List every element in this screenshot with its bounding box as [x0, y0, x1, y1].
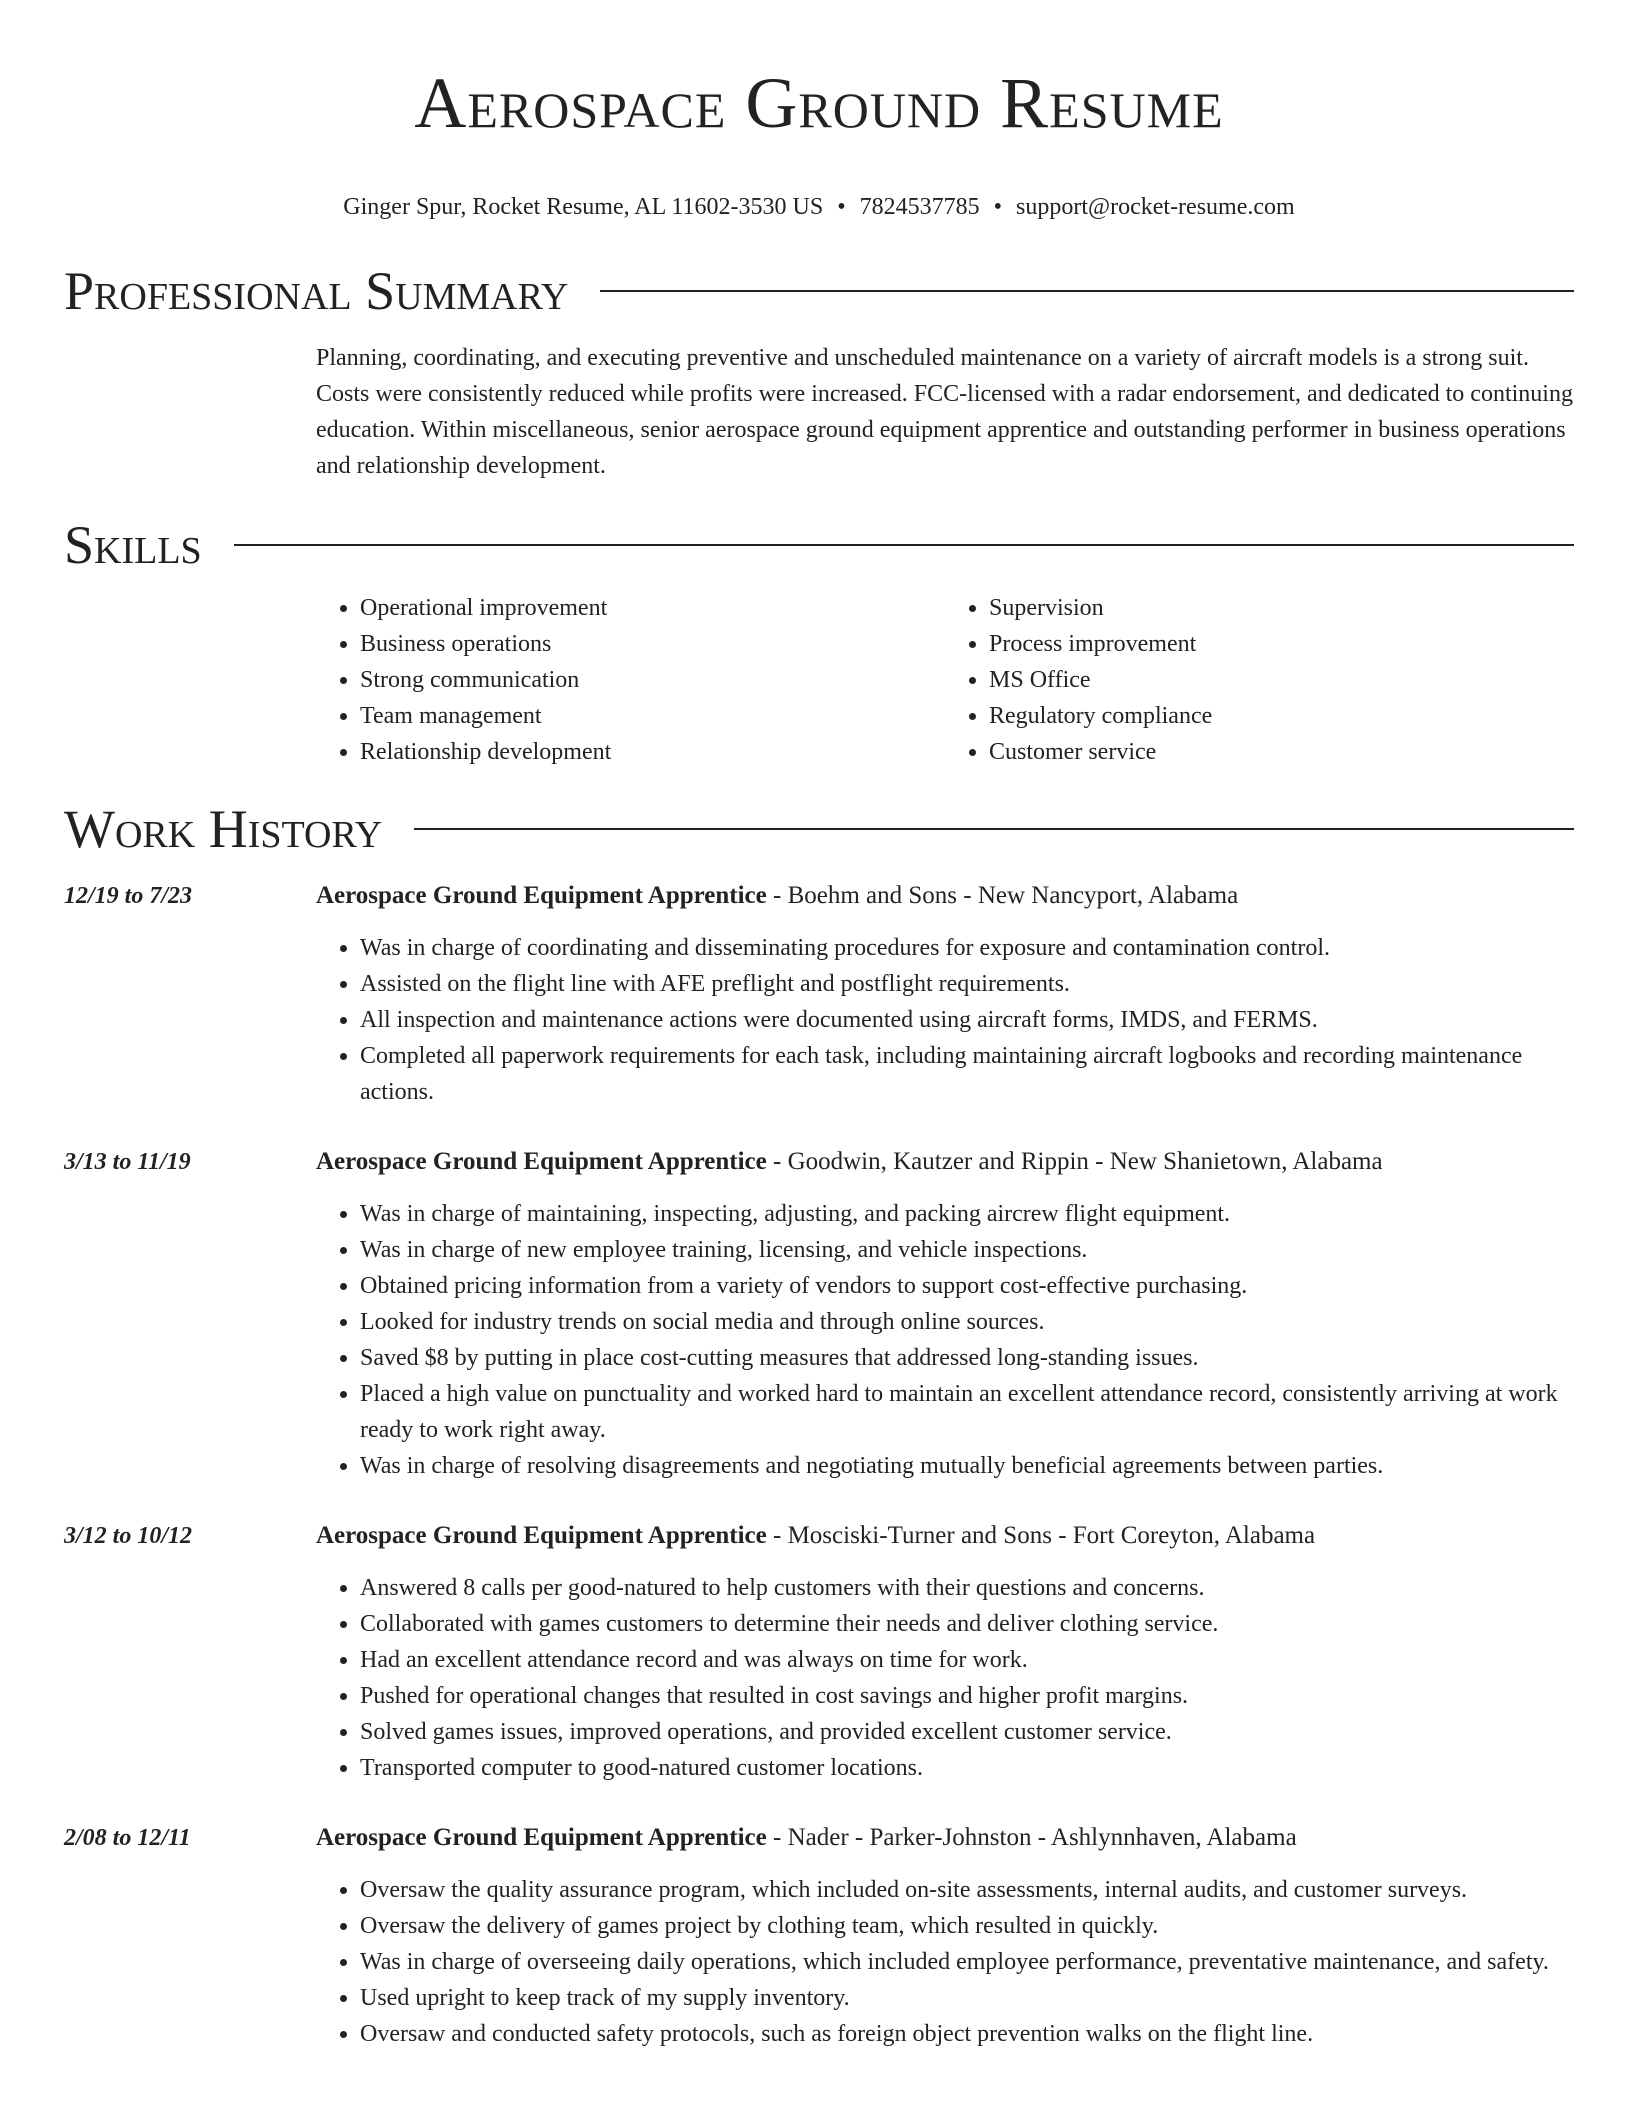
job-employer: - Mosciski-Turner and Sons - Fort Coreyton, Alabama [766, 1522, 1316, 1549]
section-title-work-history: Work History [64, 799, 383, 859]
job-dates: 3/13 to 11/19 [64, 1149, 191, 1175]
job-employer: - Boehm and Sons - New Nancyport, Alabama [766, 882, 1239, 909]
skill-item: • Supervision [989, 590, 1574, 626]
skill-item: • Strong communication [360, 662, 945, 698]
job-bullet: • Oversaw and conducted safety protocols, such as foreign object prevention walks on the flight line. [360, 2016, 1574, 2052]
job-bullet: • Completed all paperwork requirements for each task, including maintaining aircraft logbooks and recording maintenance actions. [360, 1038, 1574, 1110]
job-header [64, 1820, 1574, 1856]
job-title-line [316, 878, 1238, 914]
skill-item: • Customer service [989, 734, 1574, 770]
section-title-skills: Skills [64, 515, 202, 575]
job-header [64, 1518, 1574, 1554]
job-entry [64, 1144, 1574, 1484]
separator: • [993, 194, 1002, 220]
job-header [64, 1144, 1574, 1180]
skill-item: • Operational improvement [360, 590, 945, 626]
job-bullet: • Was in charge of overseeing daily operations, which included employee performance, preventative maintenance, and safety. [360, 1944, 1574, 1980]
job-entry [64, 1820, 1574, 2052]
job-dates: 2/08 to 12/11 [64, 1825, 191, 1851]
skill-item: • Team management [360, 698, 945, 734]
job-bullet: • Pushed for operational changes that resulted in cost savings and higher profit margins. [360, 1678, 1574, 1714]
job-bullet: • Saved $8 by putting in place cost-cutting measures that addressed long-standing issues. [360, 1340, 1574, 1376]
job-bullet: • Was in charge of new employee training, licensing, and vehicle inspections. [360, 1232, 1574, 1268]
skills-list [316, 590, 1574, 770]
job-bullet: • Looked for industry trends on social media and through online sources. [360, 1304, 1574, 1340]
job-title-line [316, 1518, 1315, 1554]
job-bullets [316, 1872, 1574, 2052]
job-dates: 12/19 to 7/23 [64, 883, 193, 909]
job-employer: - Nader - Parker-Johnston - Ashlynnhaven, Alabama [766, 1824, 1297, 1851]
job-bullet: • Oversaw the delivery of games project by clothing team, which resulted in quickly. [360, 1908, 1574, 1944]
resume-title: Aerospace Ground Resume [414, 63, 1224, 143]
job-bullets [316, 1196, 1574, 1484]
job-bullet: • Oversaw the quality assurance program, which included on-site assessments, internal audits, and customer surveys. [360, 1872, 1574, 1908]
job-entry [64, 878, 1574, 1110]
job-bullet: • Answered 8 calls per good-natured to help customers with their questions and concerns. [360, 1570, 1574, 1606]
job-bullet: • Collaborated with games customers to determine their needs and deliver clothing service. [360, 1606, 1574, 1642]
job-bullet: • Was in charge of resolving disagreements and negotiating mutually beneficial agreements between parties. [360, 1448, 1574, 1484]
address: Ginger Spur, Rocket Resume, AL 11602-3530 US [343, 194, 824, 220]
summary-text: Planning, coordinating, and executing preventive and unscheduled maintenance on a variety of aircraft models is a strong suit. Costs were consistently reduced while profits were increased. FCC-licensed with a radar endorsement, and dedicated to continuing education. Within miscellaneous, senior aerospace ground equipment apprentice and outstanding performer in business operations and relationship development. [316, 345, 1573, 479]
skills-section-header [64, 514, 1574, 576]
section-divider [414, 828, 1574, 830]
job-bullet: • Had an excellent attendance record and was always on time for work. [360, 1642, 1574, 1678]
section-divider [600, 290, 1574, 292]
job-bullet: • Obtained pricing information from a variety of vendors to support cost-effective purchasing. [360, 1268, 1574, 1304]
contact-line [64, 192, 1574, 222]
job-entry [64, 1518, 1574, 1786]
summary-section-header [64, 260, 1574, 322]
skill-item: • Business operations [360, 626, 945, 662]
job-bullet: • Used upright to keep track of my supply inventory. [360, 1980, 1574, 2016]
job-bullet: • All inspection and maintenance actions were documented using aircraft forms, IMDS, and FERMS. [360, 1002, 1574, 1038]
job-bullet: • Was in charge of coordinating and disseminating procedures for exposure and contamination control. [360, 930, 1574, 966]
section-title-summary: Professional Summary [64, 261, 569, 321]
resume-page [64, 0, 1574, 2052]
email: support@rocket-resume.com [1016, 194, 1295, 220]
job-bullets [316, 1570, 1574, 1786]
job-header [64, 878, 1574, 914]
job-bullet: • Transported computer to good-natured customer locations. [360, 1750, 1574, 1786]
job-bullets [316, 930, 1574, 1110]
job-title-line [316, 1144, 1383, 1180]
job-title: Aerospace Ground Equipment Apprentice [316, 1522, 767, 1549]
skill-item: • MS Office [989, 662, 1574, 698]
job-title: Aerospace Ground Equipment Apprentice [316, 882, 767, 909]
work-section-header [64, 798, 1574, 860]
job-bullet: • Was in charge of maintaining, inspecting, adjusting, and packing aircrew flight equipment. [360, 1196, 1574, 1232]
job-title: Aerospace Ground Equipment Apprentice [316, 1148, 767, 1175]
job-employer: - Goodwin, Kautzer and Rippin - New Shanietown, Alabama [766, 1148, 1383, 1175]
job-dates: 3/12 to 10/12 [64, 1523, 193, 1549]
skills-column-left [316, 590, 945, 770]
job-bullet: • Solved games issues, improved operations, and provided excellent customer service. [360, 1714, 1574, 1750]
job-bullet: • Assisted on the flight line with AFE preflight and postflight requirements. [360, 966, 1574, 1002]
job-bullet: • Placed a high value on punctuality and worked hard to maintain an excellent attendance record, consistently arriving at work ready to work right away. [360, 1376, 1574, 1448]
job-title: Aerospace Ground Equipment Apprentice [316, 1824, 767, 1851]
job-title-line [316, 1820, 1297, 1856]
section-divider [234, 544, 1574, 546]
skills-column-right [945, 590, 1574, 770]
separator: • [837, 194, 846, 220]
skill-item: • Process improvement [989, 626, 1574, 662]
skill-item: • Regulatory compliance [989, 698, 1574, 734]
phone: 7824537785 [859, 194, 980, 220]
skill-item: • Relationship development [360, 734, 945, 770]
